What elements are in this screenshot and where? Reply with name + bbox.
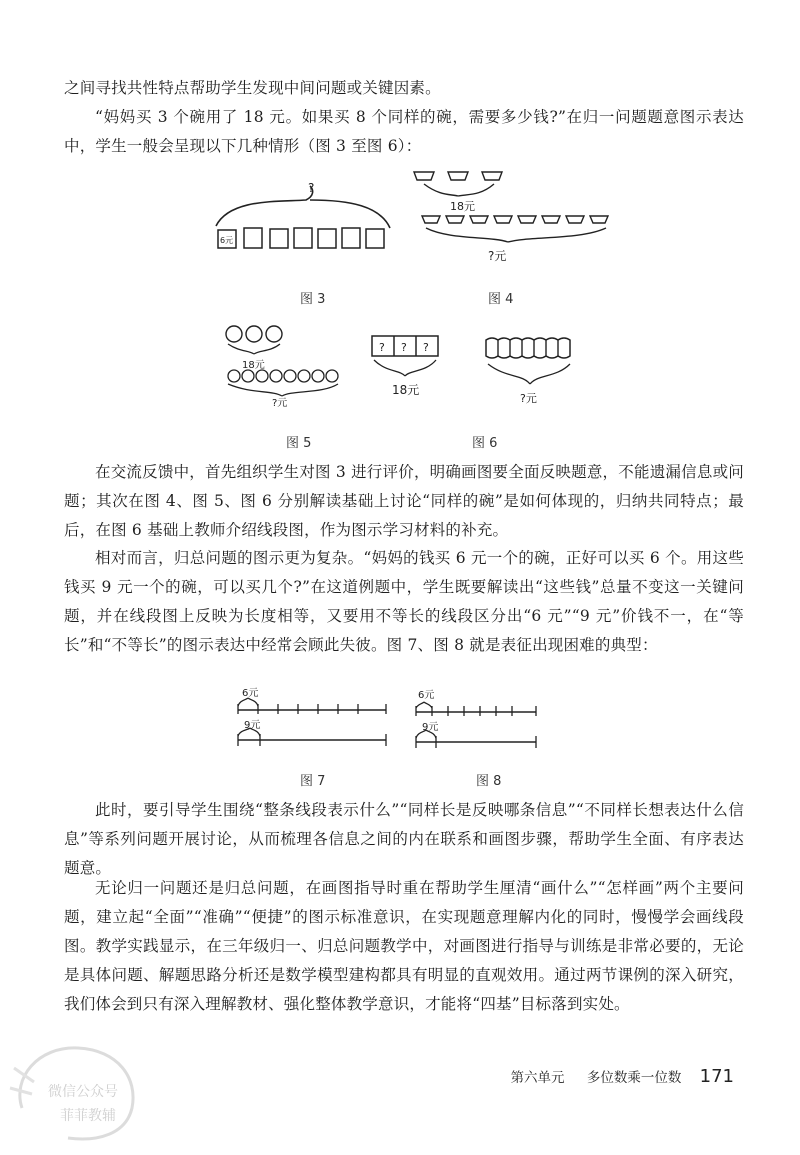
figure-6a-cell: ? (401, 341, 407, 354)
watermark-line-2: 菲菲教辅 (60, 1108, 116, 1124)
figure-3-drawing (210, 178, 400, 258)
figure-4-top-label: 18元 (450, 200, 475, 213)
figure-3-box-label: 6元 (220, 236, 234, 245)
page-footer (511, 1066, 734, 1087)
figure-6a-cell: ? (379, 341, 385, 354)
figure-6b-brace (488, 364, 570, 384)
figure-3-box (244, 228, 262, 248)
watermark-line-1: 微信公众号 (48, 1084, 118, 1100)
figure-7-caption: 图 7 (300, 774, 326, 789)
figure-3-brace (216, 186, 390, 228)
figure-3-box (342, 228, 360, 248)
figure-7-top-brace (238, 698, 258, 706)
figure-5-bottom-label: ?元 (272, 398, 288, 408)
figure-4-bottom-brace (426, 228, 606, 242)
paragraph-total-problem: 相对而言，归总问题的图示更为复杂。“妈妈的钱买 6 元一个的碗，正好可以买 6 个。用这些钱买 9 元一个的碗，可以买几个?”在这道例题中，学生既要解读出“这些钱”总量不变这一关键问题，并在线段图上反映为长度相等，又要用不等长的线段区分出“6 元”“9 元”价钱不一，在“等长”和“不等长”的图示表达中经常会顾此失彼。图 7、图 8 就是表征出现困难的典型： (64, 549, 744, 654)
figure-3-question: ? (308, 181, 315, 195)
figure-7-top-label: 6元 (242, 688, 259, 699)
footer-chapter: 多位数乘一位数 (586, 1070, 682, 1086)
figure-3-box (294, 228, 312, 248)
figure-4-top-bowls (414, 172, 502, 180)
figure-6a-label: 18元 (392, 383, 420, 397)
figure-7-ticks (238, 704, 386, 714)
figure-8-ticks (416, 706, 536, 716)
figure-3-box (366, 229, 384, 248)
figure-8-bottom-label: 9元 (422, 722, 439, 733)
figure-5-top-label: 18元 (242, 360, 265, 371)
figure-6-caption: 图 6 (472, 436, 498, 451)
figure-8-top-brace (416, 702, 432, 708)
figure-3-caption: 图 3 (300, 292, 326, 307)
paragraph-unit-problem: “妈妈买 3 个碗用了 18 元。如果买 8 个同样的碗，需要多少钱?”在归一问题题意图示表达中，学生一般会呈现以下几种情形（图 3 至图 6）： (64, 108, 744, 155)
figure-7-drawing (232, 684, 392, 750)
figure-6b-label: ?元 (520, 392, 537, 405)
paragraph-conclusion: 无论归一问题还是归总问题，在画图指导时重在帮助学生厘清“画什么”“怎样画”两个主要问题，建立起“全面”“准确”“便捷”的图示标准意识，在实现题意理解内化的同时，慢慢学会画线段图。教学实践显示，在三年级归一、归总问题教学中，对画图进行指导与训练是非常必要的，无论是具体问题、解题思路分析还是数学模型建构都具有明显的直观效用。通过两节课例的深入研究，我们体会到只有深入理解教材、强化整体教学意识，才能将“四基”目标落到实处。 (64, 879, 744, 1013)
figure-4-top-brace (424, 184, 494, 196)
figure-4-caption: 图 4 (488, 292, 514, 307)
figure-5-top-circles (226, 326, 282, 342)
figure-4-bottom-label: ?元 (488, 249, 507, 263)
figure-5-drawing (222, 322, 352, 408)
figure-8-drawing (412, 686, 542, 750)
figure-6a-brace (374, 360, 436, 376)
figure-8-caption: 图 8 (476, 774, 502, 789)
paragraph-intro-tail: 之间寻找共性特点帮助学生发现中间问题或关键因素。 (64, 79, 441, 97)
figure-5-caption: 图 5 (286, 436, 312, 451)
paragraph-guidance: 此时，要引导学生围绕“整条线段表示什么”“同样长是反映哪条信息”“不同样长想表达什么信息”等系列问题开展讨论，从而梳理各信息之间的内在联系和画图步骤，帮助学生全面、有序表达题意。 (64, 801, 744, 877)
figure-5-top-brace (228, 344, 280, 354)
figure-6a-cell: ? (423, 341, 429, 354)
figure-6b-dividers (498, 340, 558, 356)
figure-8-top-label: 6元 (418, 690, 435, 701)
figure-3-box (318, 229, 336, 248)
figure-4-drawing (410, 166, 620, 266)
figure-5-bottom-brace (228, 384, 338, 396)
watermark-logo (8, 1038, 148, 1148)
figure-7-bottom-label: 9元 (244, 720, 261, 731)
page-number: 171 (699, 1066, 734, 1087)
paragraph-feedback: 在交流反馈中，首先组织学生对图 3 进行评价，明确画图要全面反映题意，不能遗漏信息或问题；其次在图 4、图 5、图 6 分别解读基础上讨论“同样的碗”是如何体现的，归纳共同特点；最后，在图 6 基础上教师介绍线段图，作为图示学习材料的补充。 (64, 463, 744, 539)
figure-5-bottom-circles (228, 370, 338, 382)
figure-4-bottom-bowls (422, 216, 608, 223)
figure-6a-drawing (366, 330, 446, 400)
footer-unit: 第六单元 (510, 1070, 565, 1086)
figure-3-box (270, 229, 288, 248)
figure-6b-drawing (482, 334, 582, 408)
